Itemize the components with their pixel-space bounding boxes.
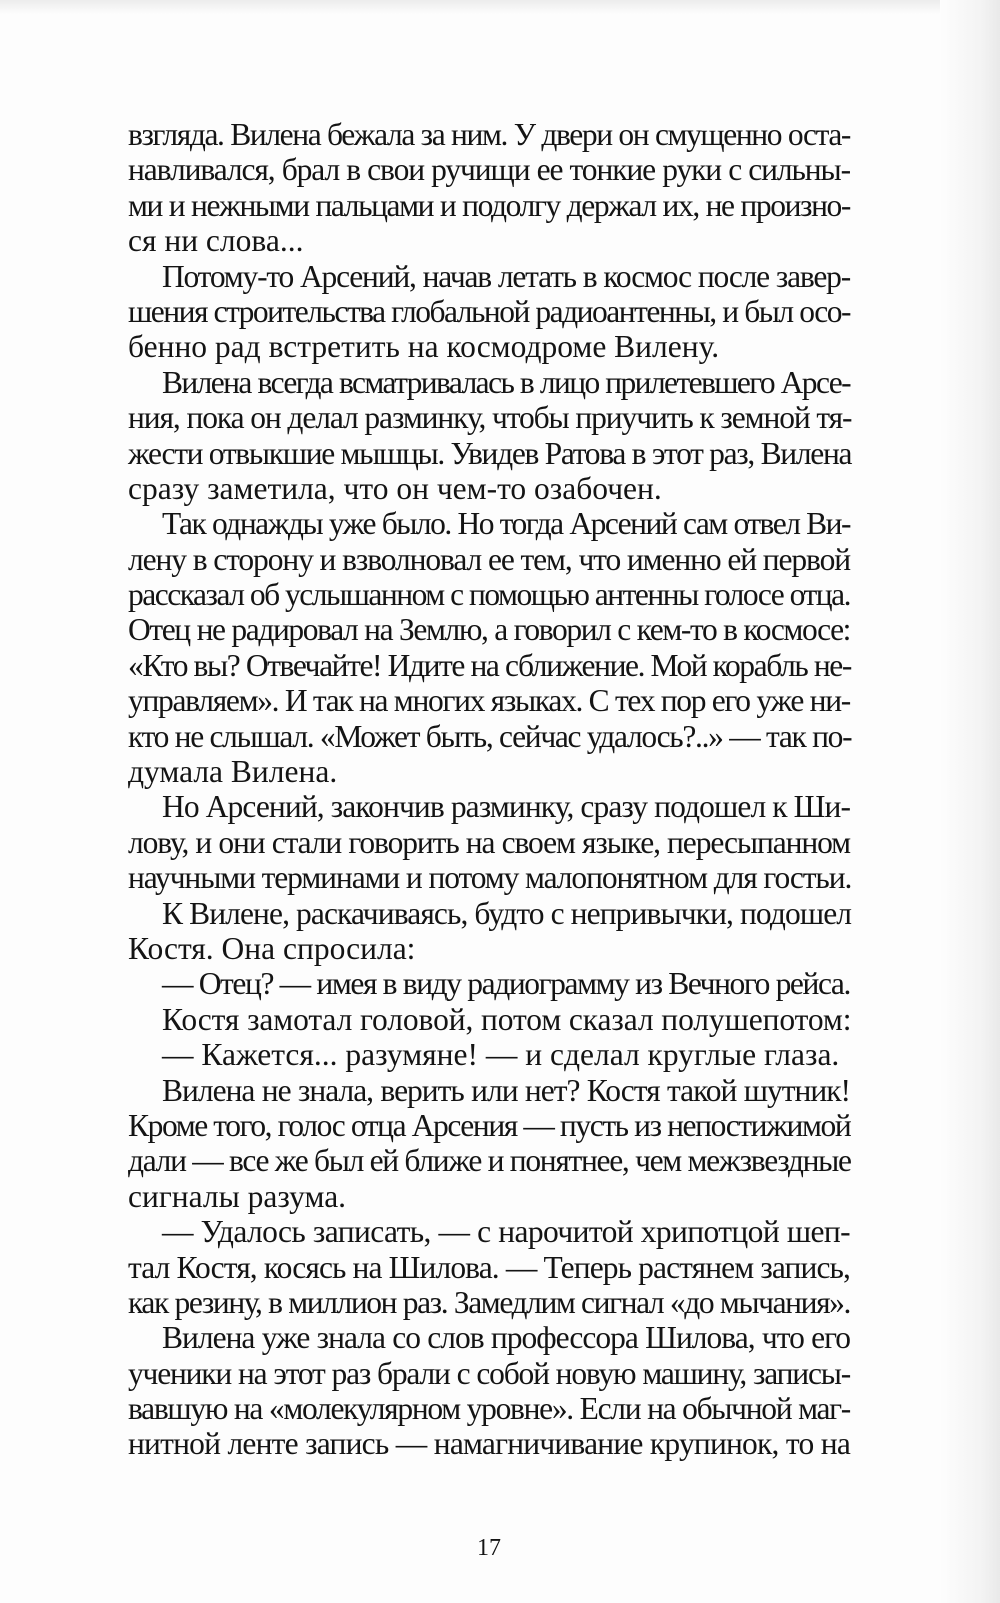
text-line: лову, и они стали говорить на своем языке, пересыпанном xyxy=(128,824,850,860)
text-line: жести отвыкшие мышцы. Увидев Ратова в этот раз, Вилена xyxy=(128,435,852,471)
text-line: Но Арсений, закончив разминку, сразу подошел к Ши- xyxy=(162,789,851,825)
text-line: как резину, в миллион раз. Замедлим сигнал «до мычания». xyxy=(128,1284,850,1320)
text-line: Вилена всегда всматривалась в лицо прилетевшего Арсе- xyxy=(162,364,850,400)
text-line: Вилена уже знала со слов профессора Шилова, что его xyxy=(162,1320,850,1356)
text-line: лену в сторону и взволновал ее тем, что именно ей первой xyxy=(128,541,850,577)
page-number: 17 xyxy=(477,1535,501,1561)
text-line: тал Костя, косясь на Шилова. — Теперь растянем запись, xyxy=(128,1249,850,1285)
text-line: Вилена не знала, верить или нет? Костя такой шутник! xyxy=(162,1072,850,1108)
text-line: сигналы разума. xyxy=(128,1178,347,1214)
text-line: Отец не радировал на Землю, а говорил с кем-то в космосе: xyxy=(128,612,850,648)
text-line: навливался, брал в свои ручищи ее тонкие руки с сильны- xyxy=(128,152,850,188)
text-line: ми и нежными пальцами и подолгу держал их, не произно- xyxy=(128,187,850,223)
text-line: ния, пока он делал разминку, чтобы приучить к земной тя- xyxy=(128,400,852,436)
text-line: — Кажется... разумяне! — и сделал круглые глаза. xyxy=(162,1037,840,1073)
text-line: бенно рад встретить на космодроме Вилену. xyxy=(128,329,720,365)
text-line: думала Вилена. xyxy=(128,754,338,790)
text-line: ся ни слова... xyxy=(128,223,304,259)
page-top-edge-shadow xyxy=(0,0,1000,14)
text-line: К Вилене, раскачиваясь, будто с непривычки, подошел xyxy=(162,895,852,931)
text-line: Потому-то Арсений, начав летать в космос после завер- xyxy=(162,258,850,294)
text-line: Кроме того, голос отца Арсения — пусть из непостижимой xyxy=(128,1107,851,1143)
page-right-edge-shadow xyxy=(940,0,1000,1603)
text-line: — Отец? — имея в виду радиограмму из Вечного рейса. xyxy=(162,966,850,1002)
text-line: — Удалось записать, — с нарочитой хрипотцой шеп- xyxy=(162,1214,850,1250)
text-line: Костя. Она спросила: xyxy=(128,930,416,966)
text-line: научными терминами и потому малопонятном для гостьи. xyxy=(128,860,852,896)
text-line: шения строительства глобальной радиоантенны, и был осо- xyxy=(128,293,850,329)
body-text xyxy=(128,117,850,1462)
text-line: ученики на этот раз брали с собой новую машину, записы- xyxy=(128,1355,850,1391)
text-line: Так однажды уже было. Но тогда Арсений сам отвел Ви- xyxy=(162,506,850,542)
text-line: нитной ленте запись — намагничивание крупинок, то на xyxy=(128,1426,850,1462)
text-line: кто не слышал. «Может быть, сейчас удалось?..» — так по- xyxy=(128,718,852,754)
text-line: сразу заметила, что он чем-то озабочен. xyxy=(128,470,662,506)
text-line: взгляда. Вилена бежала за ним. У двери он смущенно оста- xyxy=(128,117,850,152)
text-line: Костя замотал головой, потом сказал полушепотом: xyxy=(162,1001,852,1037)
text-line: дали — все же был ей ближе и понятнее, чем межзвездные xyxy=(128,1143,851,1179)
text-line: управляем». И так на многих языках. С тех пор его уже ни- xyxy=(128,683,850,719)
text-line: «Кто вы? Отвечайте! Идите на сближение. Мой корабль не- xyxy=(128,647,851,683)
text-line: вавшую на «молекулярном уровне». Если на обычной маг- xyxy=(128,1391,850,1427)
text-line: рассказал об услышанном с помощью антенны голосе отца. xyxy=(128,577,850,613)
